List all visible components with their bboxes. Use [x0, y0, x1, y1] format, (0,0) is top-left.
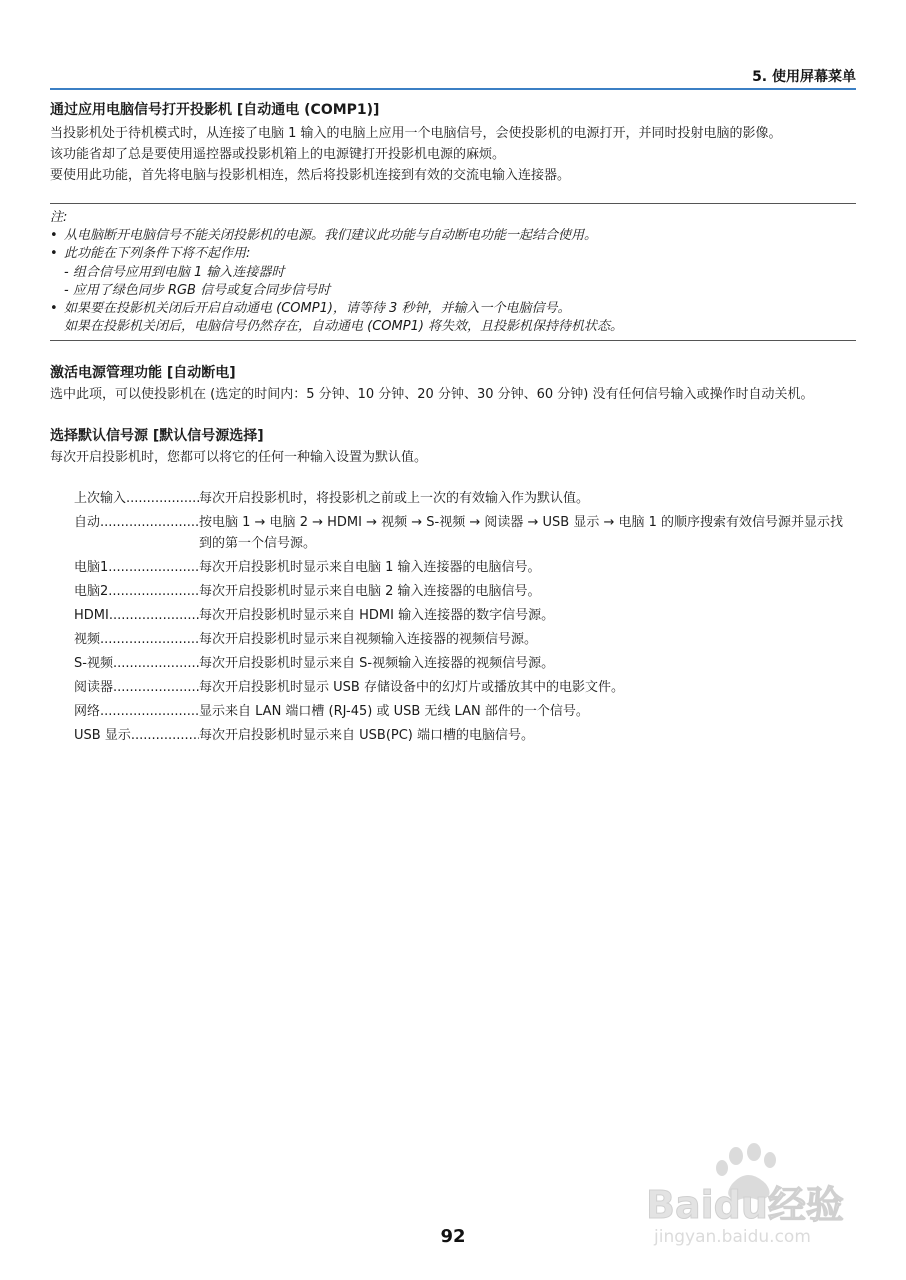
header-rule — [50, 88, 856, 90]
description: 按电脑 1 → 电脑 2 → HDMI → 视频 → S-视频 → 阅读器 → USB 显示 → 电脑 1 的顺序搜索有效信号源并显示找到的第一个信号源。 — [199, 515, 844, 552]
description: 每次开启投影机时显示来自 HDMI 输入连接器的数字信号源。 — [199, 608, 555, 624]
section-title: 通过应用电脑信号打开投影机 [自动通电 (COMP1)] — [50, 102, 380, 118]
term: 上次输入 ..... — [74, 488, 199, 509]
list-item — [74, 701, 856, 722]
list-item — [74, 653, 856, 674]
description: 每次开启投影机时显示 USB 存储设备中的幻灯片或播放其中的电影文件。 — [199, 680, 624, 696]
section-auto-power-off — [50, 362, 856, 405]
note-text: 此功能在下列条件下将不起作用: — [64, 246, 251, 262]
list-item — [74, 725, 856, 746]
note-sub-item: - 组合信号应用到电脑 1 输入连接器时 — [64, 264, 285, 280]
note-bullet — [50, 300, 856, 318]
note-text: 从电脑断开电脑信号不能关闭投影机的电源。我们建议此功能与自动断电功能一起结合使用。 — [64, 228, 598, 244]
paragraph: 要使用此功能，首先将电脑与投影机相连，然后将投影机连接到有效的交流电输入连接器。 — [50, 168, 571, 183]
source-definition-list — [74, 488, 856, 746]
description: 每次开启投影机时显示来自视频输入连接器的视频信号源。 — [199, 632, 538, 648]
paragraph: 每次开启投影机时，您都可以将它的任何一种输入设置为默认值。 — [50, 450, 428, 466]
section-default-source — [50, 425, 856, 746]
page-content — [50, 99, 856, 749]
note-bullet — [50, 227, 856, 245]
watermark-brand: Baidu经验 — [646, 1183, 844, 1227]
term: 阅读器 ..... — [74, 677, 199, 698]
description: 显示来自 LAN 端口槽 (RJ-45) 或 USB 无线 LAN 部件的一个信号。 — [199, 704, 589, 720]
list-item — [74, 677, 856, 698]
section-title: 选择默认信号源 [默认信号源选择] — [50, 428, 264, 445]
page-number: 92 — [440, 1226, 466, 1247]
term: 视频 ..... — [74, 629, 199, 650]
term: HDMI ..... — [74, 605, 199, 626]
term: 网络 ..... — [74, 701, 199, 722]
list-item — [74, 512, 856, 554]
description: 每次开启投影机时显示来自 S-视频输入连接器的视频信号源。 — [199, 656, 555, 672]
description: 每次开启投影机时显示来自 USB(PC) 端口槽的电脑信号。 — [199, 728, 535, 744]
note-sub-item: - 应用了绿色同步 RGB 信号或复合同步信号时 — [64, 282, 331, 298]
paragraph: 选中此项，可以使投影机在 (选定的时间内：5 分钟、10 分钟、20 分钟、30 分钟、60 分钟) 没有任何信号输入或操作时自动关机。 — [50, 387, 814, 403]
note-label: 注: — [50, 210, 68, 225]
paragraph: 该功能省却了总是要使用遥控器或投影机箱上的电源键打开投影机电源的麻烦。 — [50, 147, 506, 162]
note-bullet — [50, 245, 856, 263]
term: S-视频 ..... — [74, 653, 199, 674]
section-auto-power-on — [50, 99, 856, 186]
description: 每次开启投影机时，将投影机之前或上一次的有效输入作为默认值。 — [199, 491, 590, 507]
description: 每次开启投影机时显示来自电脑 2 输入连接器的电脑信号。 — [199, 584, 541, 600]
list-item — [74, 488, 856, 509]
watermark-url: jingyan.baidu.com — [654, 1227, 811, 1247]
term: 电脑1 ..... — [74, 557, 199, 578]
term: 自动 ..... — [74, 512, 199, 554]
paragraph: 当投影机处于待机模式时，从连接了电脑 1 输入的电脑上应用一个电脑信号，会使投影机的电源打开，并同时投射电脑的影像。 — [50, 126, 782, 141]
list-item — [74, 629, 856, 650]
term: USB 显示 ..... — [74, 725, 199, 746]
description: 每次开启投影机时显示来自电脑 1 输入连接器的电脑信号。 — [199, 560, 541, 576]
section-title: 激活电源管理功能 [自动断电] — [50, 365, 236, 382]
list-item — [74, 605, 856, 626]
list-item — [74, 557, 856, 578]
note-continuation: 如果在投影机关闭后，电脑信号仍然存在，自动通电 (COMP1) 将失效，且投影机保持待机状态。 — [64, 319, 624, 335]
note-box — [50, 203, 856, 341]
note-text: 如果要在投影机关闭后开启自动通电 (COMP1)，请等待 3 秒钟，并输入一个电脑信号。 — [64, 301, 571, 317]
term: 电脑2 ..... — [74, 581, 199, 602]
list-item — [74, 581, 856, 602]
chapter-header: 5. 使用屏幕菜单 — [752, 69, 856, 85]
